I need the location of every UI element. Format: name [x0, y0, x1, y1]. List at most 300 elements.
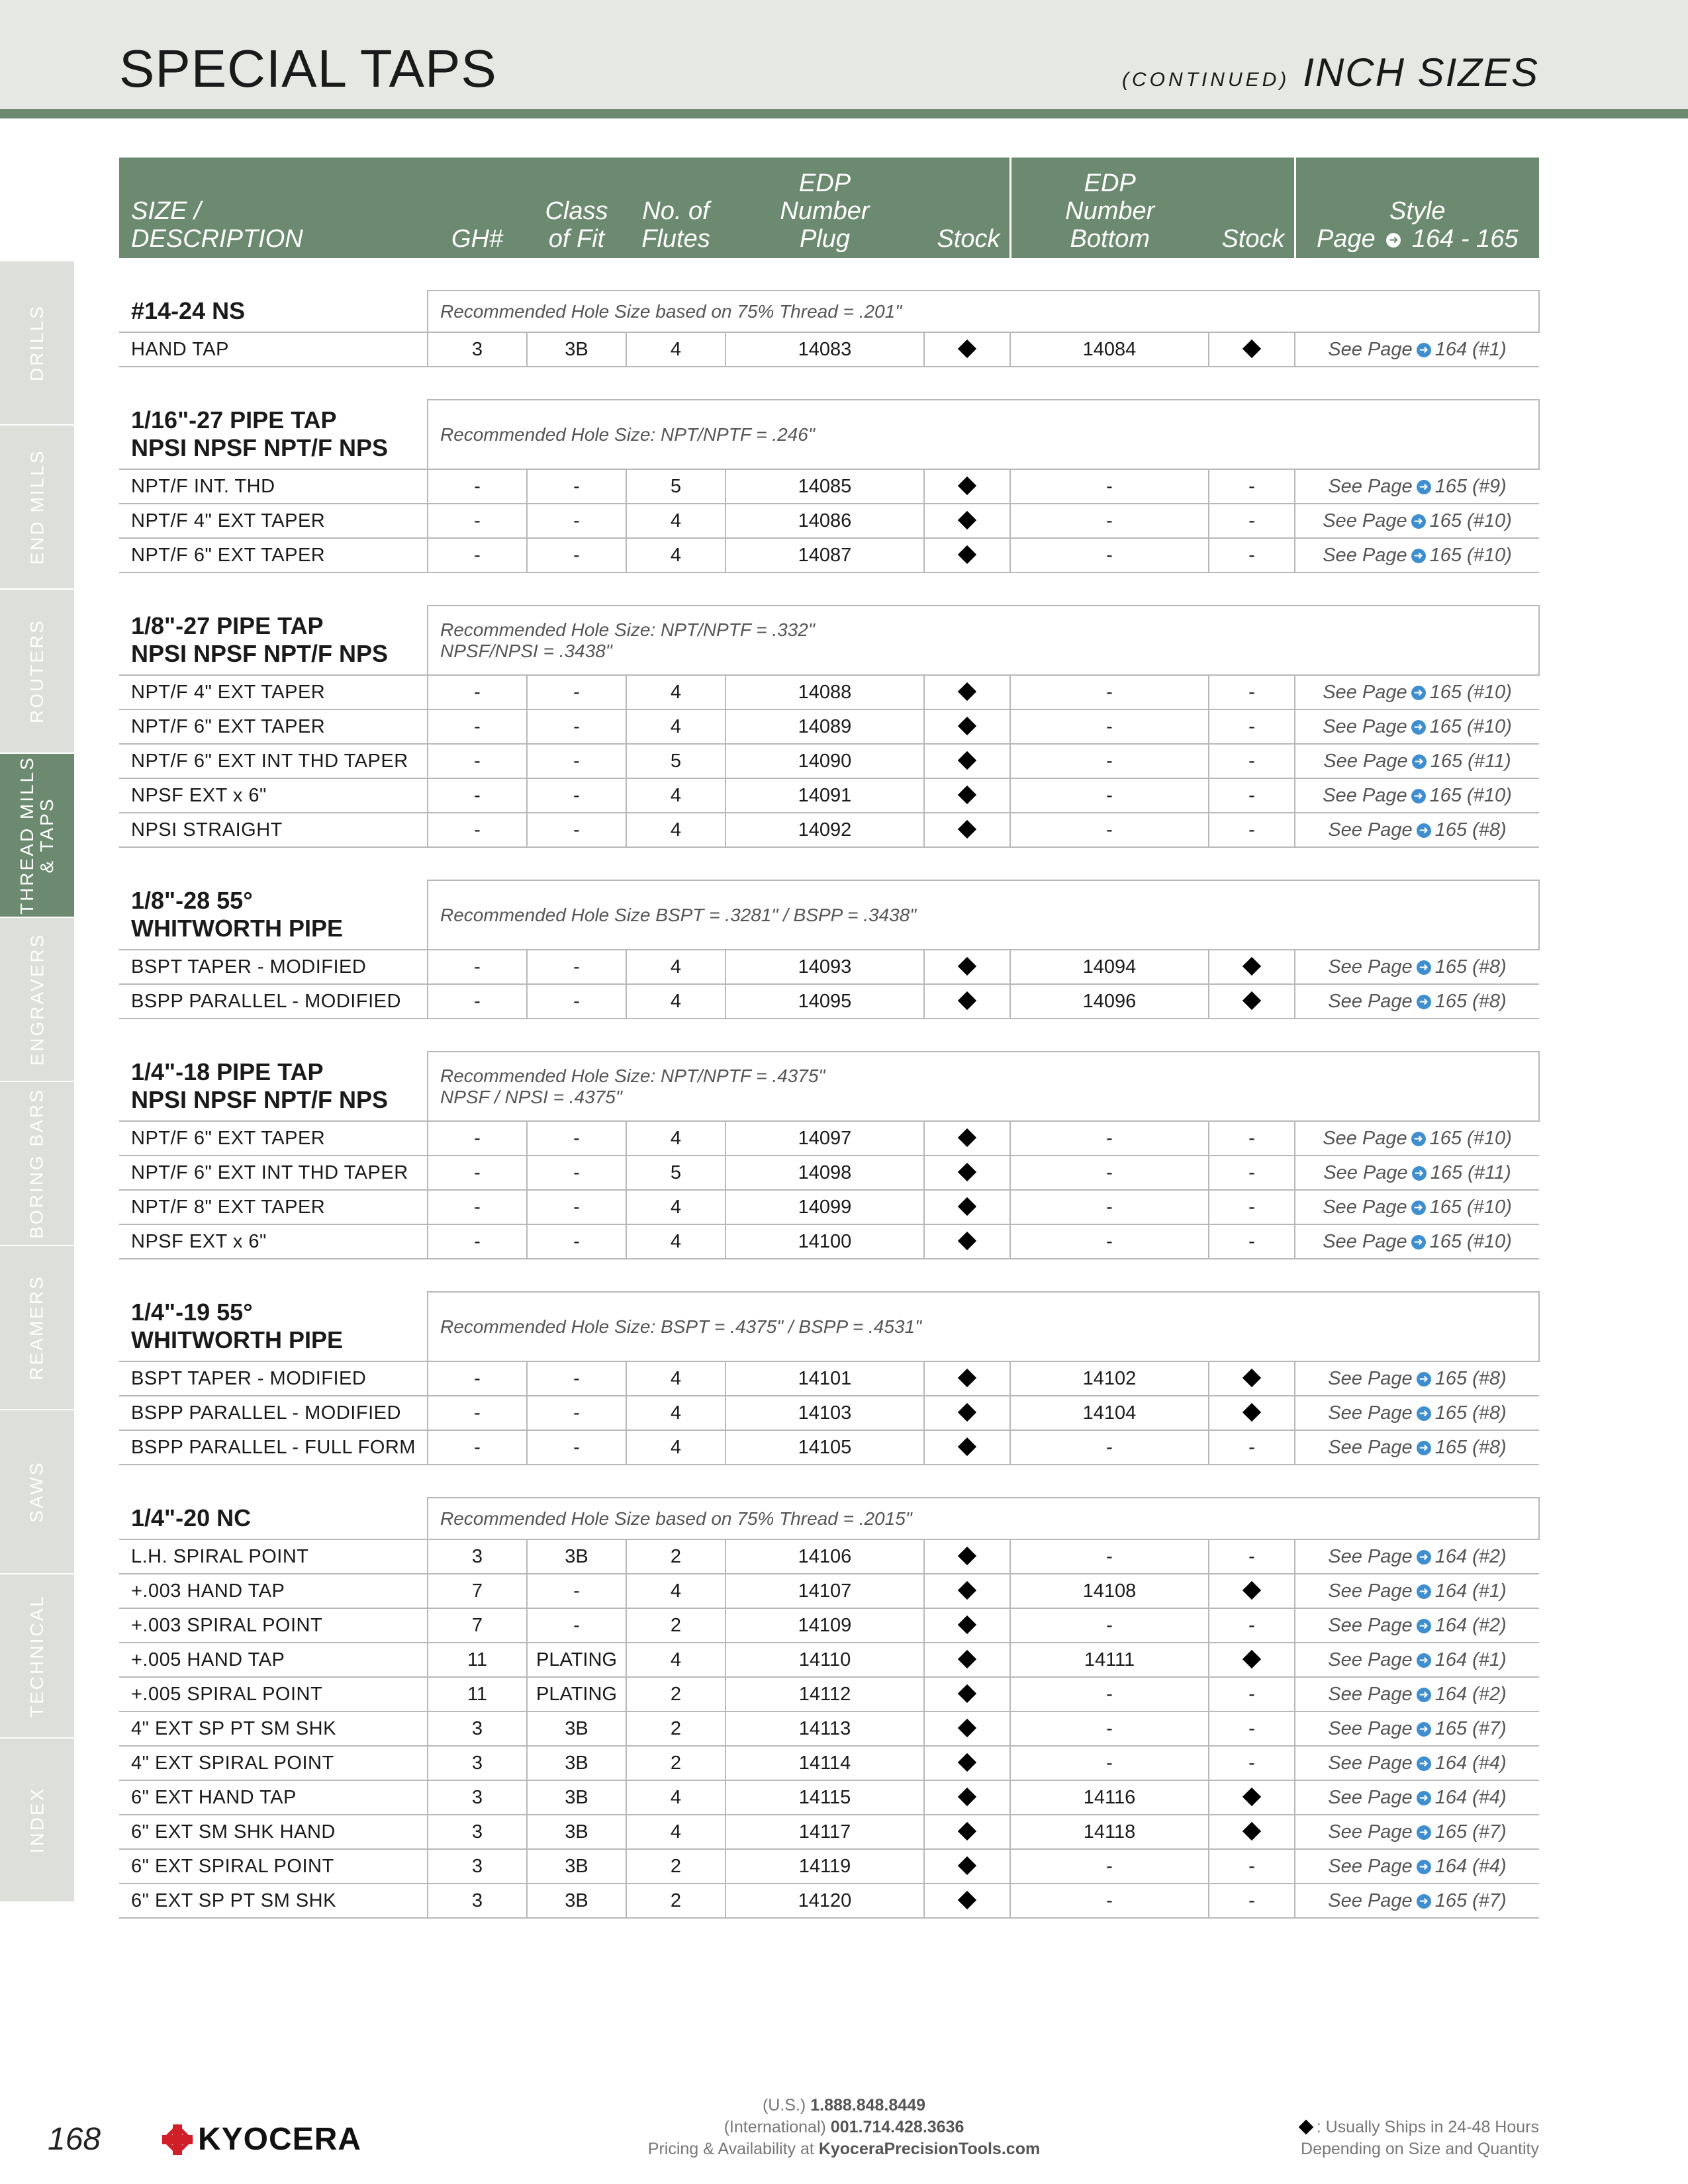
stock-plug-cell: [924, 1677, 1010, 1711]
diamond-icon: [1243, 339, 1261, 357]
col-header-line: Number: [780, 197, 870, 225]
style-page-ref[interactable]: [1295, 1190, 1539, 1224]
flutes-cell: 2: [626, 1711, 726, 1746]
desc-cell: BSPP PARALLEL - FULL FORM: [119, 1430, 428, 1465]
edp-plug-cell: 14087: [726, 538, 924, 572]
intl-phone-line: [513, 2116, 1175, 2138]
table-row: [119, 1574, 1539, 1608]
flutes-cell: 4: [626, 538, 726, 572]
edp-plug-cell: 14110: [726, 1643, 924, 1677]
group-header-row: [119, 291, 1539, 332]
arrow-circle-icon: ➜: [1417, 1722, 1431, 1737]
edp-bottom-cell: -: [1010, 1190, 1209, 1224]
style-page-ref[interactable]: [1295, 1224, 1539, 1259]
arrow-circle-icon: ➜: [1417, 995, 1431, 1009]
recommended-hole-line: Recommended Hole Size: BSPT = .4375" / BSPP = .4531": [440, 1316, 922, 1337]
style-page-ref[interactable]: [1295, 1396, 1539, 1430]
flutes-cell: 4: [626, 1815, 726, 1849]
arrow-circle-icon: ➜: [1411, 720, 1426, 735]
group-header-row: [119, 880, 1539, 950]
arrow-circle-icon: ➜: [1417, 1619, 1431, 1633]
flutes-cell: 4: [626, 950, 726, 984]
flutes-cell: 4: [626, 675, 726, 709]
desc-cell: HAND TAP: [119, 332, 428, 367]
class-cell: -: [527, 1430, 626, 1465]
tab-end-mills[interactable]: [0, 426, 74, 588]
arrow-circle-icon: ➜: [1417, 1860, 1431, 1874]
class-cell: 3B: [527, 1539, 626, 1574]
stock-plug-cell: [924, 1746, 1010, 1780]
stock-plug-cell: [924, 1539, 1010, 1574]
gh-cell: -: [428, 950, 527, 984]
tab-label: ROUTERS: [26, 619, 47, 723]
style-page-ref[interactable]: [1295, 332, 1539, 367]
gh-cell: 3: [428, 1815, 527, 1849]
edp-bottom-cell: 14111: [1010, 1643, 1209, 1677]
style-page-ref[interactable]: [1295, 1430, 1539, 1465]
col-stock-plug: [924, 158, 1010, 258]
table-row: [119, 1539, 1539, 1574]
style-page-ref[interactable]: [1295, 984, 1539, 1019]
stock-plug-cell: [924, 984, 1010, 1019]
tab-label: END MILLS: [26, 449, 48, 565]
table-row: [119, 469, 1539, 504]
group-name-line: 1/4"-19 55°: [131, 1298, 253, 1326]
style-page-ref[interactable]: [1295, 1121, 1539, 1156]
class-cell: 3B: [527, 1746, 626, 1780]
recommended-hole-line: Recommended Hole Size based on 75% Thread = .2015": [440, 1508, 912, 1529]
desc-cell: BSPT TAPER - MODIFIED: [119, 950, 428, 984]
page-ref-value: 164 (#2): [1434, 1683, 1507, 1705]
tab-label: SAWS: [26, 1461, 47, 1523]
edp-plug-cell: 14112: [726, 1677, 924, 1711]
arrow-circle-icon: ➜: [1417, 1441, 1431, 1455]
edp-plug-cell: 14120: [726, 1884, 924, 1918]
tab-reamers[interactable]: [0, 1246, 74, 1409]
diamond-icon: [1243, 1787, 1261, 1805]
table-row: [119, 1780, 1539, 1815]
arrow-circle-icon: ➜: [1417, 1688, 1431, 1702]
page-ref-value: 165 (#7): [1434, 1821, 1507, 1843]
edp-plug-cell: 14083: [726, 332, 924, 367]
style-page-ref[interactable]: [1295, 538, 1539, 572]
table-row: [119, 538, 1539, 572]
edp-bottom-cell: -: [1010, 1121, 1209, 1156]
see-page-label: See Page: [1328, 1889, 1413, 1911]
style-page-ref[interactable]: [1295, 1539, 1539, 1574]
page-ref-value: 164 (#1): [1434, 338, 1507, 360]
class-cell: 3B: [527, 1849, 626, 1884]
page-ref-value: 165 (#9): [1434, 475, 1507, 497]
edp-plug-cell: 14092: [726, 813, 924, 847]
stock-plug-cell: [924, 709, 1010, 744]
edp-plug-cell: 14093: [726, 950, 924, 984]
page-ref-value: 165 (#10): [1429, 510, 1512, 531]
stock-legend: [1301, 2116, 1539, 2160]
desc-cell: NPT/F 8" EXT TAPER: [119, 1190, 428, 1224]
desc-cell: NPT/F 6" EXT TAPER: [119, 1121, 428, 1156]
see-page-label: See Page: [1328, 338, 1413, 360]
see-page-label: See Page: [1328, 1821, 1413, 1843]
gh-cell: -: [428, 504, 527, 538]
stock-plug-cell: [924, 1815, 1010, 1849]
diamond-icon: [958, 476, 976, 494]
see-page-label: See Page: [1323, 1161, 1408, 1183]
tab-boring-bars[interactable]: [0, 1082, 74, 1245]
stock-plug-cell: [924, 504, 1010, 538]
stock-bottom-cell: -: [1209, 504, 1295, 538]
stock-bottom-cell: -: [1209, 709, 1295, 744]
stock-bottom-cell: -: [1209, 1190, 1295, 1224]
style-page-ref[interactable]: [1295, 504, 1539, 538]
class-cell: -: [527, 744, 626, 778]
col-style: [1295, 158, 1539, 258]
edp-plug-cell: 14097: [726, 1121, 924, 1156]
flutes-cell: 4: [626, 1396, 726, 1430]
style-page-ref[interactable]: [1295, 778, 1539, 813]
desc-cell: 6" EXT SM SHK HAND: [119, 1815, 428, 1849]
stock-bottom-cell: -: [1209, 469, 1295, 504]
edp-plug-cell: 14100: [726, 1224, 924, 1259]
style-page-ref[interactable]: [1295, 469, 1539, 504]
diamond-icon: [958, 339, 976, 357]
class-cell: PLATING: [527, 1677, 626, 1711]
edp-plug-cell: 14114: [726, 1746, 924, 1780]
tab-routers[interactable]: [0, 590, 74, 752]
style-page-ref[interactable]: [1295, 1746, 1539, 1780]
flutes-cell: 4: [626, 1780, 726, 1815]
page-ref-value: 164 (#4): [1434, 1752, 1507, 1774]
table-row: [119, 1711, 1539, 1746]
edp-bottom-cell: -: [1010, 1156, 1209, 1190]
flutes-cell: 2: [626, 1539, 726, 1574]
gh-cell: -: [428, 1190, 527, 1224]
group-name-line: WHITWORTH PIPE: [131, 915, 343, 942]
class-cell: -: [527, 1396, 626, 1430]
stock-plug-cell: [924, 332, 1010, 367]
stock-bottom-cell: [1209, 332, 1295, 367]
diamond-icon: [958, 1546, 976, 1565]
arrow-circle-icon: ➜: [1412, 754, 1427, 769]
contact-info: [513, 2095, 1175, 2160]
arrow-circle-icon: ➜: [1411, 514, 1426, 529]
gh-cell: 7: [428, 1608, 527, 1643]
recommended-hole-line: Recommended Hole Size: NPT/NPTF = .332": [440, 619, 815, 640]
style-page-ref[interactable]: [1295, 813, 1539, 847]
edp-bottom-cell: -: [1010, 1711, 1209, 1746]
see-page-label: See Page: [1323, 715, 1407, 737]
col-stock-bottom: [1209, 158, 1295, 258]
table-row: [119, 332, 1539, 367]
stock-plug-cell: [924, 1190, 1010, 1224]
edp-bottom-cell: -: [1010, 709, 1209, 744]
edp-plug-cell: 14098: [726, 1156, 924, 1190]
style-page-ref[interactable]: [1295, 709, 1539, 744]
edp-bottom-cell: -: [1010, 813, 1209, 847]
class-cell: PLATING: [527, 1643, 626, 1677]
diamond-icon: [1243, 1649, 1261, 1668]
group-spacer: [119, 1465, 1539, 1498]
page-ref-value: 164 (#1): [1434, 1649, 1507, 1670]
table-row: [119, 1361, 1539, 1396]
style-page-ref[interactable]: [1295, 1643, 1539, 1677]
diamond-icon: [958, 1890, 976, 1909]
diamond-icon: [958, 785, 976, 803]
diamond-icon: [958, 1402, 976, 1421]
group-name-line: NPSI NPSF NPT/F NPS: [131, 640, 389, 667]
see-page-label: See Page: [1328, 1545, 1413, 1567]
page-ref-value: 165 (#11): [1430, 1161, 1511, 1183]
style-page-ref[interactable]: [1295, 1780, 1539, 1815]
diamond-icon: [1243, 1368, 1261, 1387]
group-name-line: 1/4"-18 PIPE TAP: [131, 1058, 324, 1085]
style-page-ref[interactable]: [1295, 675, 1539, 709]
style-page-ref[interactable]: [1295, 1677, 1539, 1711]
stock-bottom-cell: -: [1209, 1677, 1295, 1711]
page-ref-value: 164 (#4): [1434, 1855, 1507, 1877]
edp-bottom-cell: 14104: [1010, 1396, 1209, 1430]
page-ref-value: 165 (#8): [1434, 1402, 1507, 1424]
style-page-ref[interactable]: [1295, 1574, 1539, 1608]
class-cell: -: [527, 984, 626, 1019]
see-page-label: See Page: [1328, 1614, 1413, 1636]
group-header-row: [119, 606, 1539, 675]
style-page-ref[interactable]: [1295, 1815, 1539, 1849]
page-ref-value: 165 (#8): [1434, 1367, 1507, 1389]
see-page-label: See Page: [1323, 1127, 1407, 1149]
see-page-label: See Page: [1328, 1752, 1413, 1774]
page-ref-value: 165 (#8): [1434, 819, 1507, 841]
diamond-icon: [958, 1368, 976, 1387]
class-cell: 3B: [527, 1780, 626, 1815]
flutes-cell: 2: [626, 1849, 726, 1884]
gh-cell: -: [428, 1396, 527, 1430]
class-cell: 3B: [527, 1711, 626, 1746]
col-header-line: Class: [545, 197, 608, 225]
col-header-line: Number: [1065, 197, 1155, 225]
diamond-icon: [1243, 1580, 1261, 1599]
diamond-icon: [958, 751, 976, 769]
edp-plug-cell: 14091: [726, 778, 924, 813]
desc-cell: BSPP PARALLEL - MODIFIED: [119, 1396, 428, 1430]
pricing-label: Pricing & Availability at: [647, 2140, 814, 2158]
gh-cell: -: [428, 1121, 527, 1156]
edp-bottom-cell: 14108: [1010, 1574, 1209, 1608]
edp-bottom-cell: -: [1010, 538, 1209, 572]
style-page-ref[interactable]: [1295, 1156, 1539, 1190]
us-label: (U.S.): [762, 2096, 806, 2115]
flutes-cell: 4: [626, 709, 726, 744]
group-name-line: #14-24 NS: [131, 297, 246, 324]
style-page-ref[interactable]: [1295, 744, 1539, 778]
edp-plug-cell: 14090: [726, 744, 924, 778]
arrow-circle-icon: ➜: [1386, 233, 1401, 248]
col-header-line: EDP: [798, 169, 851, 197]
group-size-name: [119, 606, 428, 675]
table-row: [119, 1121, 1539, 1156]
flutes-cell: 4: [626, 1430, 726, 1465]
arrow-circle-icon: ➜: [1417, 480, 1431, 494]
stock-plug-cell: [924, 778, 1010, 813]
stock-bottom-cell: [1209, 1643, 1295, 1677]
desc-cell: 6" EXT SPIRAL POINT: [119, 1849, 428, 1884]
diamond-icon: [958, 1649, 976, 1668]
class-cell: -: [527, 538, 626, 572]
col-header-line: Style: [1389, 197, 1446, 225]
table-row: [119, 778, 1539, 813]
stock-bottom-cell: [1209, 1574, 1295, 1608]
stock-plug-cell: [924, 744, 1010, 778]
desc-cell: 4" EXT SP PT SM SHK: [119, 1711, 428, 1746]
gh-cell: -: [428, 984, 527, 1019]
gh-cell: 3: [428, 1780, 527, 1815]
tab-technical[interactable]: [0, 1574, 74, 1737]
see-page-label: See Page: [1328, 1367, 1413, 1389]
desc-cell: 6" EXT SP PT SM SHK: [119, 1884, 428, 1918]
desc-cell: +.005 SPIRAL POINT: [119, 1677, 428, 1711]
group-header-row: [119, 1052, 1539, 1121]
tab-saws[interactable]: [0, 1410, 74, 1573]
recommended-hole-size: [428, 880, 1539, 950]
class-cell: -: [527, 778, 626, 813]
desc-cell: NPSI STRAIGHT: [119, 813, 428, 847]
diamond-icon: [958, 1615, 976, 1633]
page-ref-value: 165 (#7): [1434, 1717, 1507, 1739]
table-row: [119, 744, 1539, 778]
diamond-icon: [958, 1787, 976, 1805]
group-spacer: [119, 572, 1539, 606]
header-rule: [0, 109, 1688, 118]
style-page-ref[interactable]: [1295, 1608, 1539, 1643]
tab-drills[interactable]: [0, 261, 74, 424]
edp-bottom-cell: -: [1010, 469, 1209, 504]
stock-plug-cell: [924, 1608, 1010, 1643]
stock-bottom-cell: [1209, 1815, 1295, 1849]
class-cell: -: [527, 813, 626, 847]
table-row: [119, 950, 1539, 984]
style-page-ref[interactable]: [1295, 1711, 1539, 1746]
edp-plug-cell: 14085: [726, 469, 924, 504]
recommended-hole-size: [428, 400, 1539, 469]
see-page-label: See Page: [1323, 750, 1408, 772]
style-page-ref[interactable]: [1295, 950, 1539, 984]
website-link[interactable]: KyoceraPrecisionTools.com: [818, 2140, 1041, 2158]
stock-bottom-cell: -: [1209, 744, 1295, 778]
style-page-ref[interactable]: [1295, 1849, 1539, 1884]
col-edp-plug: [726, 158, 924, 258]
col-size-description: [119, 158, 428, 258]
diamond-icon: [958, 956, 976, 975]
tab-index[interactable]: [0, 1739, 74, 1901]
flutes-cell: 5: [626, 469, 726, 504]
flutes-cell: 4: [626, 332, 726, 367]
group-size-name: [119, 880, 428, 950]
col-header-line: DESCRIPTION: [131, 225, 303, 253]
group-size-name: [119, 291, 428, 332]
page-ref-value: 165 (#8): [1434, 1436, 1507, 1458]
edp-plug-cell: 14117: [726, 1815, 924, 1849]
class-cell: -: [527, 1608, 626, 1643]
table-row: [119, 504, 1539, 538]
diamond-icon: [958, 1821, 976, 1840]
kyocera-logo-mark: [162, 2124, 193, 2155]
table-row: [119, 1643, 1539, 1677]
class-cell: 3B: [527, 1815, 626, 1849]
diamond-icon: [958, 1197, 976, 1215]
group-spacer: [119, 1259, 1539, 1292]
recommended-hole-line: Recommended Hole Size: NPT/NPTF = .246": [440, 424, 815, 445]
gh-cell: 11: [428, 1643, 527, 1677]
arrow-circle-icon: ➜: [1417, 1584, 1431, 1599]
group-spacer: [119, 258, 1539, 291]
gh-cell: -: [428, 1361, 527, 1396]
stock-bottom-cell: [1209, 1780, 1295, 1815]
tab-label: ENGRAVERS: [26, 933, 47, 1066]
gh-cell: -: [428, 1224, 527, 1259]
diamond-icon: [958, 1128, 976, 1146]
tab-thread-mills-taps[interactable]: [0, 754, 74, 917]
diamond-icon: [958, 716, 976, 735]
stock-bottom-cell: -: [1209, 1884, 1295, 1918]
tab-engravers[interactable]: [0, 918, 74, 1081]
stock-plug-cell: [924, 1361, 1010, 1396]
diamond-icon: [1243, 1821, 1261, 1840]
page-ref-value: 165 (#10): [1429, 1127, 1512, 1149]
flutes-cell: 4: [626, 984, 726, 1019]
table-row: [119, 1746, 1539, 1780]
diamond-icon: [958, 545, 976, 563]
table-row: [119, 1430, 1539, 1465]
col-header-line: GH#: [451, 225, 504, 253]
edp-plug-cell: 14103: [726, 1396, 924, 1430]
see-page-label: See Page: [1328, 1683, 1413, 1705]
pricing-line: [513, 2138, 1175, 2160]
group-name-line: 1/4"-20 NC: [131, 1504, 252, 1531]
col-header-line: of Fit: [548, 225, 605, 253]
gh-cell: 3: [428, 1849, 527, 1884]
page-ref-value: 165 (#10): [1429, 784, 1512, 806]
arrow-circle-icon: ➜: [1411, 1132, 1426, 1146]
group-spacer: [119, 847, 1539, 880]
flutes-cell: 4: [626, 1190, 726, 1224]
stock-bottom-cell: -: [1209, 675, 1295, 709]
flutes-cell: 5: [626, 1156, 726, 1190]
group-header-row: [119, 1498, 1539, 1539]
see-page-label: See Page: [1328, 819, 1413, 841]
diamond-icon: [1243, 991, 1261, 1009]
class-cell: -: [527, 950, 626, 984]
gh-cell: -: [428, 744, 527, 778]
col-edp-bottom: [1010, 158, 1209, 258]
edp-bottom-cell: -: [1010, 1430, 1209, 1465]
group-name-line: NPSI NPSF NPT/F NPS: [131, 434, 389, 461]
stock-plug-cell: [924, 1884, 1010, 1918]
class-cell: -: [527, 1190, 626, 1224]
table-row: [119, 1608, 1539, 1643]
arrow-circle-icon: ➜: [1411, 789, 1426, 803]
edp-bottom-cell: -: [1010, 1677, 1209, 1711]
arrow-circle-icon: ➜: [1411, 1201, 1426, 1215]
desc-cell: NPT/F 6" EXT INT THD TAPER: [119, 744, 428, 778]
desc-cell: 6" EXT HAND TAP: [119, 1780, 428, 1815]
style-page-ref[interactable]: [1295, 1884, 1539, 1918]
us-phone-line: [513, 2095, 1175, 2116]
stock-bottom-cell: -: [1209, 1746, 1295, 1780]
see-page-label: See Page: [1328, 1786, 1413, 1808]
taps-table: [119, 158, 1540, 1919]
style-page-ref[interactable]: [1295, 1361, 1539, 1396]
edp-plug-cell: 14115: [726, 1780, 924, 1815]
